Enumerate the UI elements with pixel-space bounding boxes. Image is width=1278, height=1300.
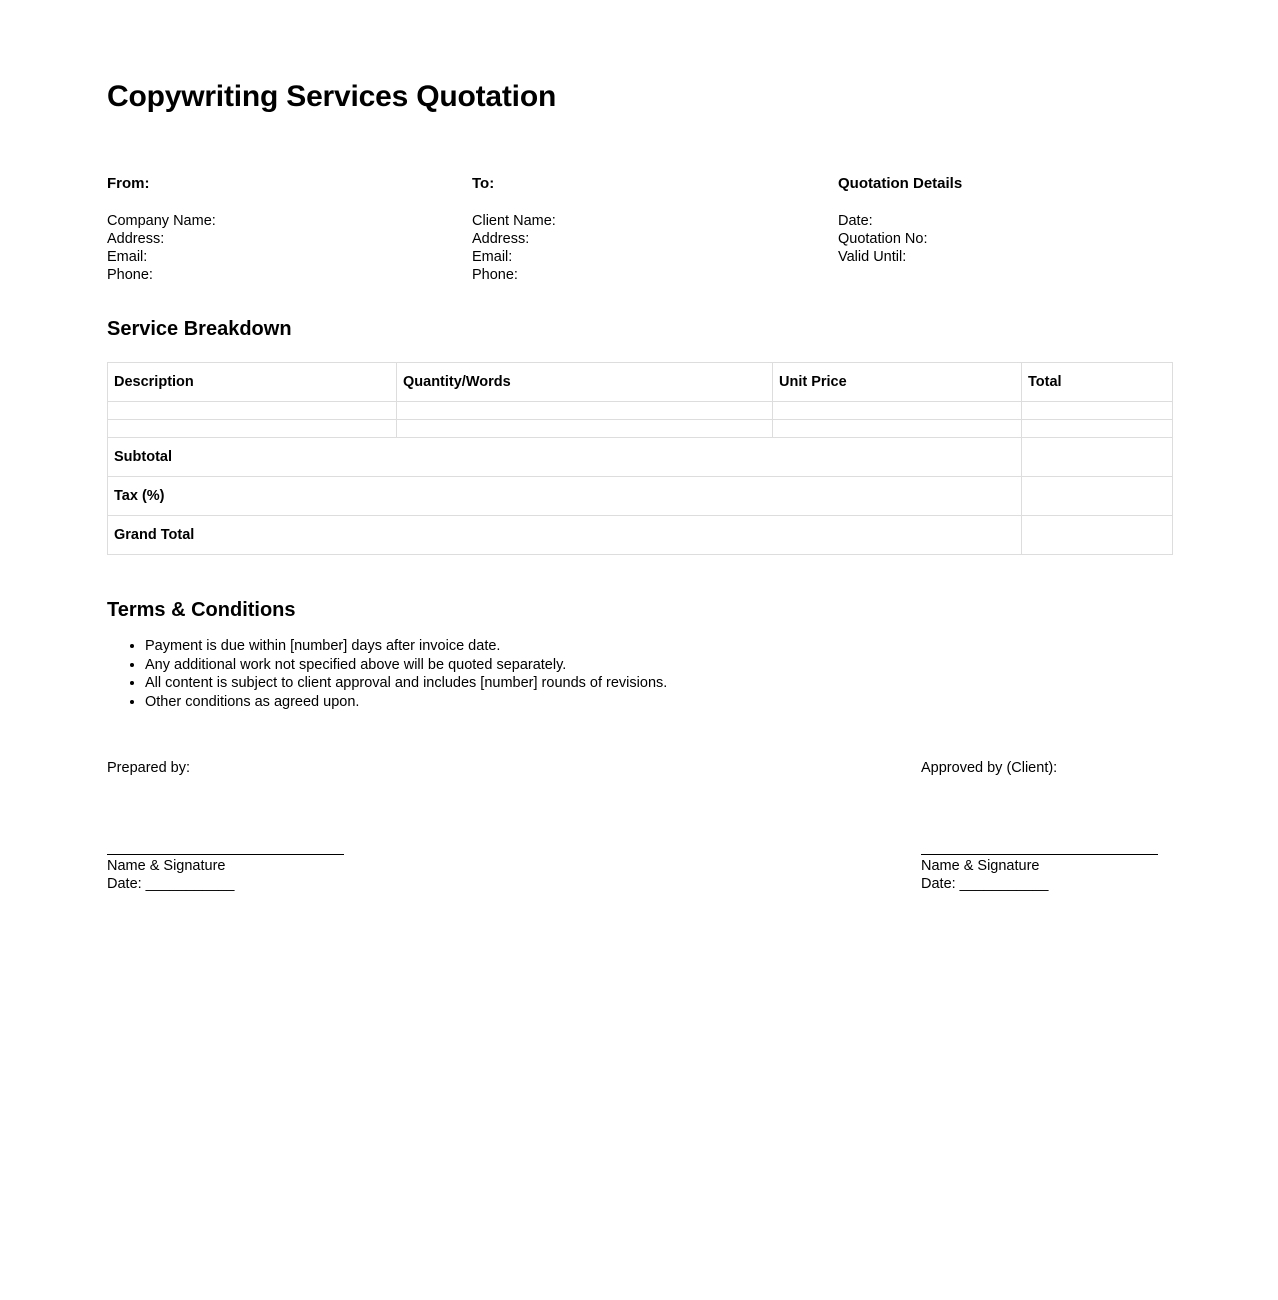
from-block	[107, 176, 216, 284]
approved-by-name-label: Name & Signature	[921, 858, 1040, 874]
from-company-name: Company Name:	[107, 212, 216, 229]
service-breakdown-heading: Service Breakdown	[107, 318, 292, 340]
cell-description[interactable]	[108, 402, 397, 420]
from-email: Email:	[107, 248, 148, 265]
to-phone: Phone:	[472, 266, 518, 283]
quotation-details-heading: Quotation Details	[838, 175, 963, 192]
page-title: Copywriting Services Quotation	[107, 80, 557, 113]
table-row[interactable]	[108, 402, 1173, 420]
signatures-section	[107, 759, 1172, 899]
subtotal-value[interactable]	[1022, 438, 1173, 477]
approved-by-label: Approved by (Client):	[921, 760, 1058, 776]
approved-by-date-field[interactable]: Date: ___________	[921, 876, 1049, 892]
prepared-by-signature-line[interactable]	[107, 854, 344, 855]
prepared-by-date-field[interactable]: Date: ___________	[107, 876, 235, 892]
approved-by-block	[921, 759, 1241, 893]
quotation-details-block	[838, 176, 962, 266]
column-header-total: Total	[1022, 363, 1173, 402]
column-header-unit-price: Unit Price	[773, 363, 1022, 402]
subtotal-row	[108, 438, 1173, 477]
cell-quantity[interactable]	[397, 420, 773, 438]
terms-heading: Terms & Conditions	[107, 599, 296, 621]
from-phone: Phone:	[107, 266, 153, 283]
from-heading: From:	[107, 175, 150, 192]
grand-total-label: Grand Total	[108, 516, 1022, 555]
column-header-description: Description	[108, 363, 397, 402]
list-item: • All content is subject to client approval and includes [number] rounds of revisions.	[145, 674, 1172, 693]
cell-unit-price[interactable]	[773, 402, 1022, 420]
tax-value[interactable]	[1022, 477, 1173, 516]
prepared-by-name-label: Name & Signature	[107, 858, 226, 874]
from-address: Address:	[107, 230, 165, 247]
column-header-quantity: Quantity/Words	[397, 363, 773, 402]
parties-section	[107, 176, 1172, 286]
table-row[interactable]	[108, 420, 1173, 438]
to-client-name: Client Name:	[472, 212, 556, 229]
subtotal-label: Subtotal	[108, 438, 1022, 477]
cell-total[interactable]	[1022, 420, 1173, 438]
cell-unit-price[interactable]	[773, 420, 1022, 438]
list-item: • Other conditions as agreed upon.	[145, 693, 1172, 712]
to-email: Email:	[472, 248, 513, 265]
prepared-by-label: Prepared by:	[107, 760, 191, 776]
table-header-row	[108, 363, 1173, 402]
quotation-number: Quotation No:	[838, 230, 928, 247]
tax-row	[108, 477, 1173, 516]
quotation-valid-until: Valid Until:	[838, 248, 907, 265]
prepared-by-block	[107, 759, 427, 893]
cell-quantity[interactable]	[397, 402, 773, 420]
grand-total-row	[108, 516, 1173, 555]
to-block	[472, 176, 556, 284]
quotation-date: Date:	[838, 212, 873, 229]
list-item: • Any additional work not specified above will be quoted separately.	[145, 656, 1172, 675]
to-address: Address:	[472, 230, 530, 247]
to-heading: To:	[472, 175, 495, 192]
tax-label: Tax (%)	[108, 477, 1022, 516]
terms-list	[107, 637, 1172, 711]
cell-description[interactable]	[108, 420, 397, 438]
service-breakdown-table	[107, 362, 1173, 555]
approved-by-signature-line[interactable]	[921, 854, 1158, 855]
grand-total-value[interactable]	[1022, 516, 1173, 555]
list-item: • Payment is due within [number] days after invoice date.	[145, 637, 1172, 656]
cell-total[interactable]	[1022, 402, 1173, 420]
